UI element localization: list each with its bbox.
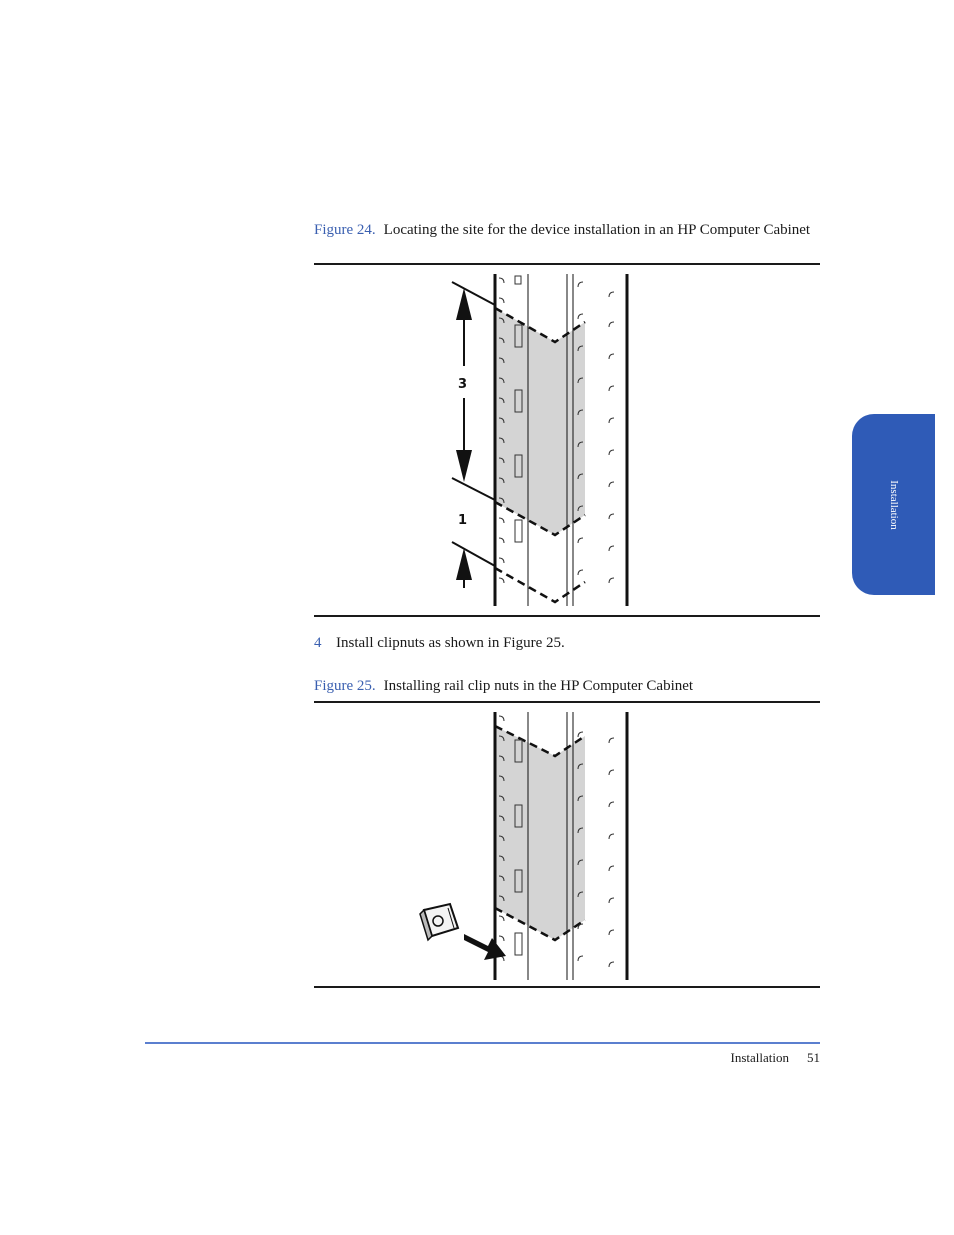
rail-shaded-area bbox=[495, 726, 585, 940]
footer-section: Installation bbox=[730, 1050, 789, 1065]
figure-25-illustration bbox=[410, 708, 640, 984]
step-text: Install clipnuts as shown in Figure 25. bbox=[336, 635, 565, 651]
figure-25-top-rule bbox=[314, 701, 820, 703]
insert-arrow-icon bbox=[464, 934, 506, 960]
figure-25-bottom-rule bbox=[314, 986, 820, 988]
step-4 bbox=[314, 634, 565, 653]
callout-3: 3 bbox=[458, 377, 468, 392]
rail-shaded-area bbox=[495, 308, 585, 535]
figure-24-illustration bbox=[440, 270, 640, 610]
figure-24-bottom-rule bbox=[314, 615, 820, 617]
figure-24-label: Figure 24. bbox=[314, 222, 376, 238]
step-number: 4 bbox=[314, 635, 322, 651]
footer-rule bbox=[145, 1042, 820, 1044]
figure-25-label: Figure 25. bbox=[314, 678, 376, 694]
side-tab-label: Installation bbox=[887, 479, 900, 530]
figure-24-caption bbox=[314, 221, 814, 240]
figure-24-top-rule bbox=[314, 263, 820, 265]
page-number: 51 bbox=[807, 1050, 820, 1065]
figure-25-caption bbox=[314, 677, 814, 696]
clip-nut-icon bbox=[420, 904, 458, 940]
figure-24-caption-text: Locating the site for the device installation in an HP Computer Cabinet bbox=[383, 222, 811, 238]
figure-25-caption-text: Installing rail clip nuts in the HP Computer Cabinet bbox=[383, 678, 694, 694]
page-footer bbox=[731, 1050, 821, 1066]
section-side-tab bbox=[852, 414, 935, 595]
callout-1: 1 bbox=[458, 513, 468, 528]
